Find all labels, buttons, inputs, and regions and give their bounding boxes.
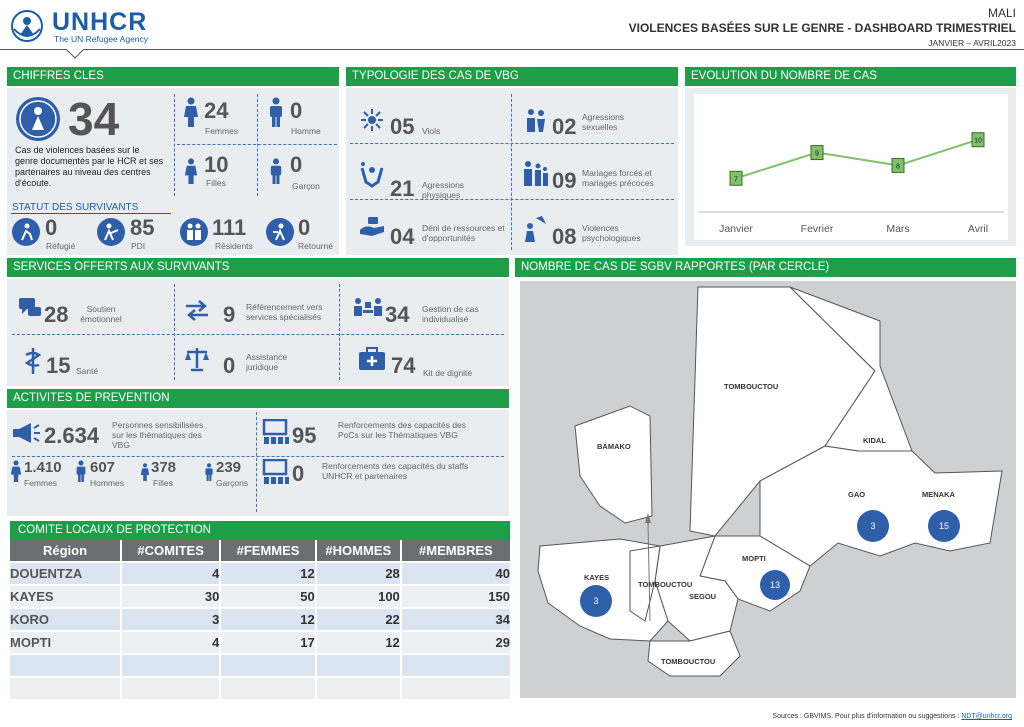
statut-underline [11,213,171,214]
training-icon [262,419,290,450]
region-cell: DOUENTZA [10,566,83,581]
map-label-tombouctou-south: TOMBOUCTOU [638,580,693,589]
soutien-count: 28 [44,302,69,327]
returnee-icon [266,218,294,251]
agressions-physiques-icon [358,160,386,193]
divider [350,143,674,144]
filles-count: 10 [204,152,229,177]
assistance-label: Assistance juridique [246,352,288,372]
total-cases: 34 [68,93,120,145]
value-cell: 22 [385,612,400,627]
evolution-title: EVOLUTION DU NOMBRE DE CAS [685,67,1016,86]
marker-value: 3 [593,596,599,606]
retourne-label: Retourné [298,241,333,251]
map-label-mopti: MOPTI [742,554,766,563]
deni-count: 04 [390,224,415,249]
table-row [10,563,510,584]
prev-garcons-label: Garçons [216,478,249,488]
case-management-icon [352,296,386,327]
referencement-count: 9 [223,302,236,327]
justice-scale-icon [184,346,210,377]
value-cell: 12 [300,612,315,627]
renforcements-staff-label: Renforcements des capacités du staffs UNHCR et partenaires [322,461,469,481]
femmes-count: 24 [204,98,229,123]
header [0,0,1024,52]
deni-icon [358,214,386,243]
value-cell: 34 [495,612,510,627]
sensibilisees-count: 2.634 [44,423,100,448]
divider [177,144,337,145]
comite-table [8,538,512,701]
girl-icon [184,158,198,189]
violences-psy-count: 08 [552,224,577,249]
value-cell: 50 [300,589,315,604]
column-header: #MEMBRES [419,543,493,558]
table-row [10,609,510,630]
woman-icon [10,460,22,487]
refugee-icon [12,218,40,251]
header-notch [66,49,84,59]
series-line [736,140,978,179]
divider [257,94,258,196]
soutien-label: Soutien émotionnel [80,304,122,324]
idp-icon [97,218,125,251]
services-title: SERVICES OFFERTS AUX SURVIVANTS [7,258,509,277]
divider [12,334,504,335]
org-tagline: The UN Refugee Agency [54,34,149,44]
value-cell: 4 [212,635,220,650]
value-cell: 150 [488,589,510,604]
renforcements-pocs-count: 95 [292,423,317,448]
table-row [10,632,510,653]
sensibilisees-label: Personnes sensibilisées sur les thématiques des VBG [112,420,204,450]
divider [339,284,340,380]
x-tick-label: Janvier [719,223,753,235]
viols-label: Viols [422,126,441,136]
divider [174,94,175,196]
org-name: UNHCR [52,8,148,36]
training-icon [262,459,290,490]
value-cell: 12 [385,635,400,650]
footer-sources: Sources : GBVIMS. Pour plus d'information ou suggestions : [772,713,960,720]
data-label: 7 [734,176,738,184]
prev-hommes-count: 607 [90,459,116,476]
mariages-icon [522,160,550,193]
map-marker-menaka [928,510,960,542]
comite-title: COMITE LOCAUX DE PROTECTION [10,521,510,540]
pdi-label: PDI [131,241,146,251]
viols-icon [360,108,384,137]
prev-filles-label: Filles [153,478,173,488]
x-tick-label: Mars [886,223,910,235]
deni-label: Déni de ressources et d'opportunités [422,223,505,243]
gestion-count: 34 [385,302,410,327]
girl-icon [140,463,150,486]
violences-psy-label: Violences psychologiques [582,223,641,243]
value-cell: 4 [212,566,220,581]
renforcements-staff-count: 0 [292,461,305,486]
map-label-kidal: KIDAL [863,436,886,445]
table-header-row [10,540,510,561]
table-row [10,678,510,699]
man-icon [75,460,87,487]
statut-title: STATUT DES SURVIVANTS [12,202,139,213]
residents-label: Résidents [215,241,253,251]
retourne-count: 0 [298,215,311,240]
kit-count: 74 [391,353,416,378]
referencement-label: Référencement vers services spécialisés [246,302,323,322]
dignity-kit-icon [358,347,386,376]
total-description: Cas de violences basées sur le genre documentés par le HCR et ses partenaires au niveau des centres d'écoute. [15,145,164,188]
garcon-label: Garçon [292,181,320,191]
value-cell: 12 [300,566,315,581]
chiffres-title: CHIFFRES CLES [7,67,339,86]
agressions-physiques-count: 21 [390,176,415,201]
column-header: Région [42,543,88,558]
homme-label: Homme [291,126,321,136]
region-cell: KORO [10,612,49,627]
agressions-sexuelles-label: Agressions sexuelles [582,112,625,132]
data-label: 9 [815,150,819,158]
agressions-physiques-label: Agressions physiques [422,180,465,200]
value-cell: 29 [495,635,510,650]
speech-bubble-icon [18,296,42,325]
prev-femmes-count: 1.410 [24,459,62,476]
evolution-chart [694,94,1008,240]
sante-count: 15 [46,353,71,378]
country-label: MALI [987,6,1016,20]
unhcr-logo [8,9,46,43]
mariages-count: 09 [552,168,577,193]
agressions-sexuelles-icon [524,108,548,139]
map-title: NOMBRE DE CAS DE SGBV RAPPORTES (PAR CERCLE) [515,258,1016,277]
period-label: JANVIER – AVRIL2023 [928,38,1016,48]
value-cell: 30 [204,589,220,604]
divider [256,412,257,512]
map-label-gao: GAO [848,490,866,499]
region-cell: MOPTI [10,635,52,650]
map-label-bamako: BAMAKO [597,442,631,451]
marker-value: 3 [870,521,876,531]
marker-value: 15 [938,521,949,531]
value-cell: 3 [212,612,220,627]
gestion-label: Gestion de cas individualisé [422,304,479,324]
table-row [10,586,510,607]
footer [772,713,1012,720]
prev-femmes-label: Femmes [24,478,58,488]
viols-count: 05 [390,114,415,139]
garcon-count: 0 [290,152,303,177]
residents-count: 111 [212,215,247,240]
region-gao-menaka [760,446,1002,566]
prev-garcons-count: 239 [216,459,242,476]
value-cell: 28 [385,566,400,581]
violences-psy-icon [522,214,548,247]
map-marker-gao [857,510,889,542]
prev-filles-count: 378 [151,459,177,476]
evolution-plot [694,94,1008,240]
divider [174,284,175,380]
megaphone-icon [11,422,41,449]
mariages-label: Mariages forcés et mariages précoces [582,168,654,188]
map-marker-kayes [580,585,612,617]
refugie-label: Réfugié [46,241,76,251]
value-cell: 17 [300,635,315,650]
boy-icon [204,463,214,486]
data-label: 10 [974,137,982,145]
region-cell: KAYES [10,589,54,604]
map-label-segou: SEGOU [689,592,717,601]
page-title: VIOLENCES BASÉES SUR LE GENRE - DASHBOARD TRIMESTRIEL [628,21,1016,35]
health-icon [22,347,44,380]
residents-icon [180,218,208,251]
column-header: #COMITES [137,543,204,558]
assistance-count: 0 [223,353,236,378]
header-divider [0,49,1024,50]
region-bamako [575,406,652,523]
data-label: 8 [896,163,900,171]
sante-label: Santé [76,366,99,376]
marker-value: 13 [769,580,780,590]
refugie-count: 0 [45,215,58,240]
x-tick-label: Avril [967,223,989,235]
femmes-label: Femmes [205,126,239,136]
man-icon [268,97,284,132]
x-tick-label: Fevrier [800,223,834,235]
woman-icon [183,97,199,132]
column-header: #FEMMES [236,543,300,558]
homme-count: 0 [290,98,303,123]
table-row [10,655,510,676]
map-panel [520,281,1016,698]
pdi-count: 85 [130,215,155,240]
column-header: #HOMMES [325,543,392,558]
unhcr-people-icon [15,96,61,147]
map-label-menaka: MENAKA [922,490,955,499]
value-cell: 40 [495,566,510,581]
footer-contact-link[interactable]: NDT@unhcr.org [961,713,1012,720]
map-label-tombouctou-bottom: TOMBOUCTOU [661,657,716,666]
filles-label: Filles [206,178,226,188]
boy-icon [269,158,283,189]
value-cell: 100 [378,589,400,604]
referral-arrows-icon [184,298,210,327]
prev-hommes-label: Hommes [90,478,125,488]
renforcements-pocs-label: Renforcements des capacités des PoCs sur les Thématiques VBG [338,420,467,440]
map-marker-mopti [760,570,790,600]
prevention-title: ACTIVITES DE PREVENTION [7,389,509,408]
agressions-sexuelles-count: 02 [552,114,577,139]
mali-map [520,281,1016,698]
map-label-kayes: KAYES [584,573,610,582]
map-label-tombouctou: TOMBOUCTOU [724,382,779,391]
kit-label: Kit de dignité [423,368,473,378]
typologie-title: TYPOLOGIE DES CAS DE VBG [346,67,678,86]
divider [12,456,504,457]
